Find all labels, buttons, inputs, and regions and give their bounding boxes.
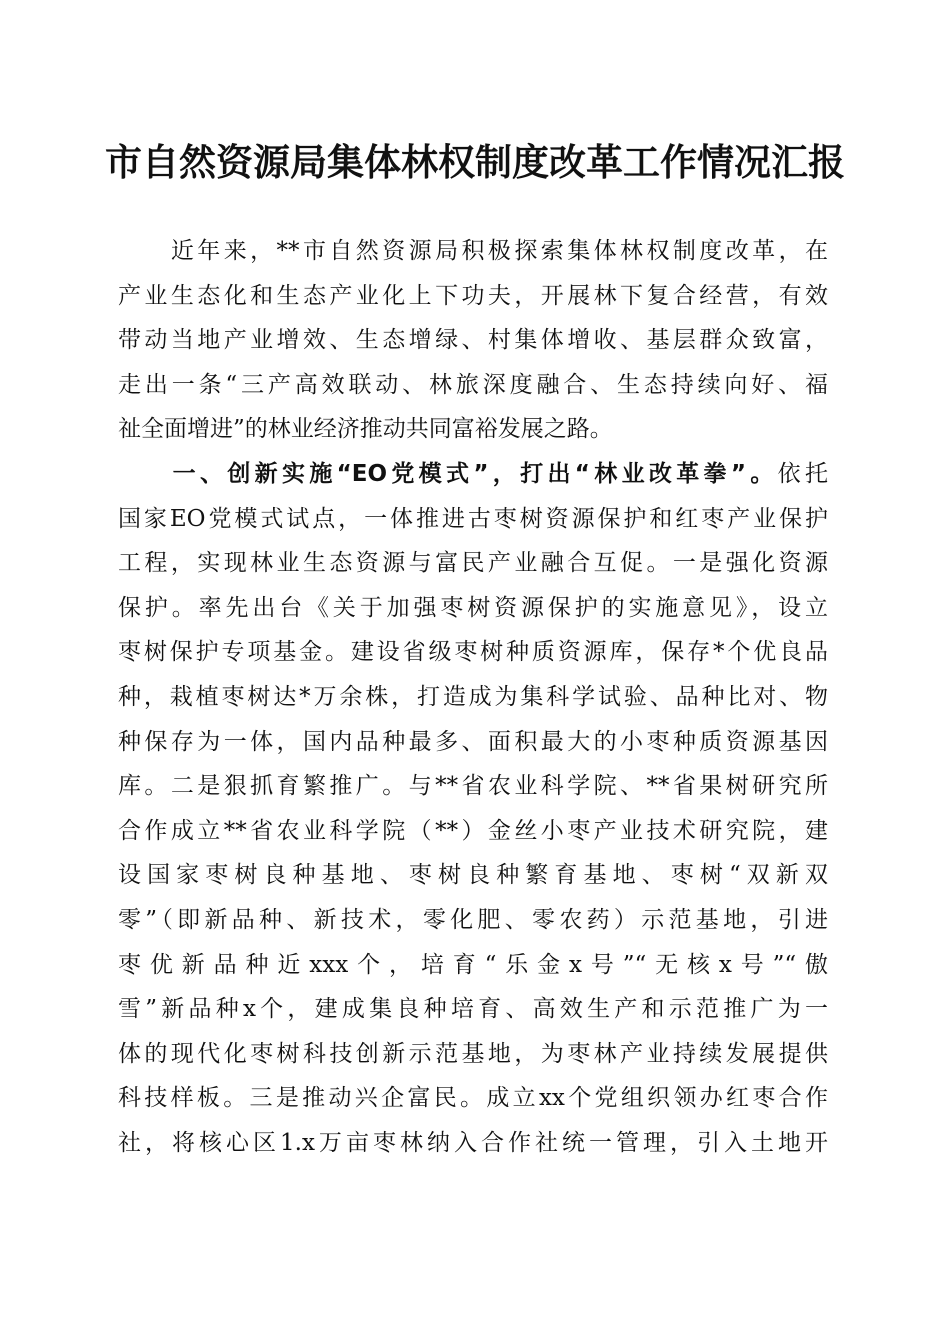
section-line: 种，栽植枣树达*万余株，打造成为集科学试验、品种比对、物 — [118, 683, 828, 710]
section-line: 设国家枣树良种基地、枣树良种繁育基地、枣树“双新双 — [118, 862, 828, 889]
section-line: 国家EO党模式试点，一体推进古枣树资源保护和红枣产业保护 — [118, 505, 828, 532]
section-line: 枣树保护专项基金。建设省级枣树种质资源库，保存*个优良品 — [118, 639, 828, 666]
section-line: 种保存为一体，国内品种最多、面积最大的小枣种质资源基因 — [118, 728, 828, 755]
section-line: 保护。率先出台《关于加强枣树资源保护的实施意见》，设立 — [118, 594, 828, 621]
section-heading-line — [118, 452, 828, 497]
section-line: 合作成立**省农业科学院（**）金丝小枣产业技术研究院，建 — [118, 817, 828, 844]
section-line: 工程，实现林业生态资源与富民产业融合互促。一是强化资源 — [118, 550, 828, 577]
section-line: 零”（即新品种、新技术，零化肥、零农药）示范基地，引进 — [118, 906, 828, 933]
intro-line: 带动当地产业增效、生态增绿、村集体增收、基层群众致富， — [118, 327, 828, 354]
intro-line: 产业生态化和生态产业化上下功夫，开展林下复合经营，有效 — [118, 282, 828, 309]
section-line: 体的现代化枣树科技创新示范基地，为枣林产业持续发展提供 — [118, 1040, 828, 1067]
document-title: 市自然资源局集体林权制度改革工作情况汇报 — [105, 140, 845, 184]
section-line: 科技样板。三是推动兴企富民。成立xx个党组织领办红枣合作 — [118, 1085, 828, 1112]
section-heading: 一、创新实施“EO党模式”，打出“林业改革拳”。 — [118, 460, 778, 487]
intro-line: 祉全面增进”的林业经济推动共同富裕发展之路。 — [118, 416, 613, 443]
section-first-line-text: 依托 — [777, 460, 829, 487]
section-line: 枣优新品种近xxx个，培育“乐金x号”“无核x号”“傲 — [118, 951, 828, 978]
intro-line: 走出一条“三产高效联动、林旅深度融合、生态持续向好、福 — [118, 371, 828, 398]
intro-line: 近年来，**市自然资源局积极探索集体林权制度改革，在 — [118, 238, 828, 264]
document-body — [118, 229, 828, 1165]
section-line: 社，将核心区1.x万亩枣林纳入合作社统一管理，引入土地开 — [118, 1129, 828, 1156]
section-line: 库。二是狠抓育繁推广。与**省农业科学院、**省果树研究所 — [118, 773, 828, 800]
section-line: 雪”新品种x个，建成集良种培育、高效生产和示范推广为一 — [118, 996, 828, 1023]
